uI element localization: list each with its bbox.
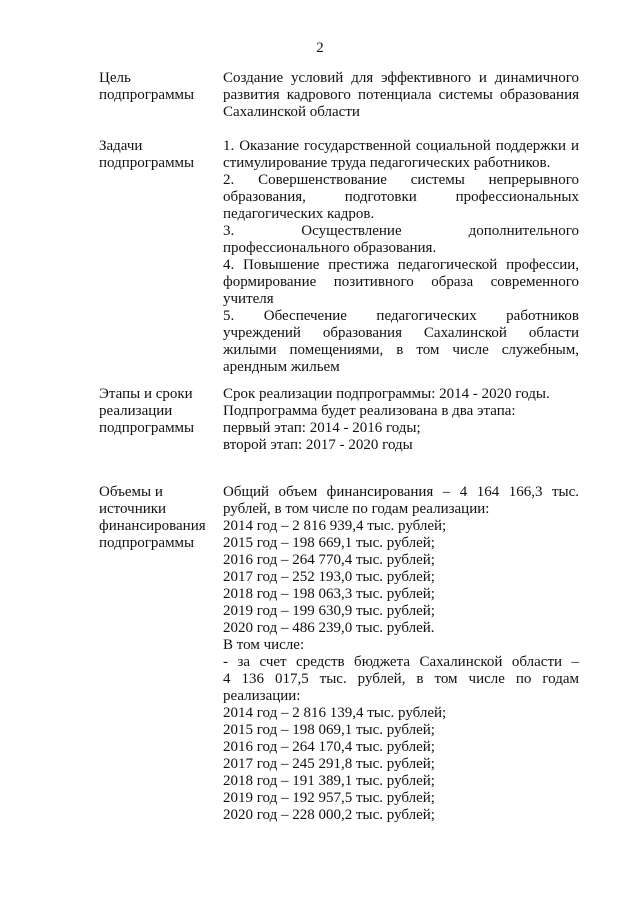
text-line: 3. Осуществление дополнительного [223, 223, 579, 239]
text-line: рублей, в том числе по годам реализации: [223, 501, 490, 517]
text-line: арендным жильем [223, 359, 340, 375]
text-line: 2016 год – 264 770,4 тыс. рублей; [223, 552, 435, 568]
text-line: второй этап: 2017 - 2020 годы [223, 437, 413, 453]
text-line: 2020 год – 486 239,0 тыс. рублей. [223, 620, 435, 636]
text-line: 5. Обеспечение педагогических работников [223, 308, 579, 324]
text-line: образования, подготовки профессиональных [223, 189, 579, 205]
text-line: В том числе: [223, 637, 305, 653]
text-line: 2017 год – 252 193,0 тыс. рублей; [223, 569, 435, 585]
text-line: 2019 год – 199 630,9 тыс. рублей; [223, 603, 435, 619]
text-line: Создание условий для эффективного и динамичного [223, 70, 579, 86]
terms-label [99, 386, 219, 437]
text-line: 2020 год – 228 000,2 тыс. рублей; [223, 807, 435, 823]
funding-label [99, 484, 219, 552]
label-line: финансирования [99, 518, 206, 534]
label-line: Этапы и сроки [99, 386, 193, 402]
label-line: Задачи [99, 138, 143, 154]
text-line: формирование позитивного образа современного [223, 274, 579, 290]
text-line: учреждений образования Сахалинской области [223, 325, 579, 341]
goal-label [99, 70, 219, 104]
funding-content [223, 484, 579, 824]
text-line: Срок реализации подпрограммы: 2014 - 2020 годы. [223, 386, 550, 402]
goal-content [223, 70, 579, 121]
text-line: жилыми помещениями, в том числе служебным, [223, 342, 579, 358]
terms-content [223, 386, 579, 454]
label-line: подпрограммы [99, 87, 195, 103]
text-line: 2015 год – 198 069,1 тыс. рублей; [223, 722, 435, 738]
label-line: источники [99, 501, 167, 517]
text-line: - за счет средств бюджета Сахалинской области – [223, 654, 579, 670]
text-line: учителя [223, 291, 274, 307]
text-line: Общий объем финансирования – 4 164 166,3 тыс. [223, 484, 579, 500]
text-line: профессионального образования. [223, 240, 437, 256]
text-line: Подпрограмма будет реализована в два этапа: [223, 403, 516, 419]
text-line: 2016 год – 264 170,4 тыс. рублей; [223, 739, 435, 755]
text-line: развития кадрового потенциала системы образования [223, 87, 579, 103]
text-line: 2018 год – 198 063,3 тыс. рублей; [223, 586, 435, 602]
text-line: 2014 год – 2 816 139,4 тыс. рублей; [223, 705, 447, 721]
label-line: реализации [99, 403, 173, 419]
text-line: 2019 год – 192 957,5 тыс. рублей; [223, 790, 435, 806]
text-line: 2. Совершенствование системы непрерывного [223, 172, 579, 188]
text-line: 2017 год – 245 291,8 тыс. рублей; [223, 756, 435, 772]
label-line: подпрограммы [99, 535, 195, 551]
text-line: 1. Оказание государственной социальной поддержки и [223, 138, 579, 154]
tasks-content [223, 138, 579, 376]
text-line: 4 136 017,5 тыс. рублей, в том числе по годам [223, 671, 579, 687]
text-line: педагогических кадров. [223, 206, 375, 222]
label-line: подпрограммы [99, 420, 195, 436]
text-line: 2015 год – 198 669,1 тыс. рублей; [223, 535, 435, 551]
label-line: Цель [99, 70, 131, 86]
text-line: стимулирование труда педагогических работников. [223, 155, 551, 171]
text-line: 4. Повышение престижа педагогической профессии, [223, 257, 579, 273]
page-number: 2 [316, 40, 324, 56]
label-line: подпрограммы [99, 155, 195, 171]
text-line: 2018 год – 191 389,1 тыс. рублей; [223, 773, 435, 789]
text-line: Сахалинской области [223, 104, 360, 120]
tasks-label [99, 138, 219, 172]
text-line: первый этап: 2014 - 2016 годы; [223, 420, 421, 436]
text-line: реализации: [223, 688, 301, 704]
text-line: 2014 год – 2 816 939,4 тыс. рублей; [223, 518, 447, 534]
label-line: Объемы и [99, 484, 163, 500]
